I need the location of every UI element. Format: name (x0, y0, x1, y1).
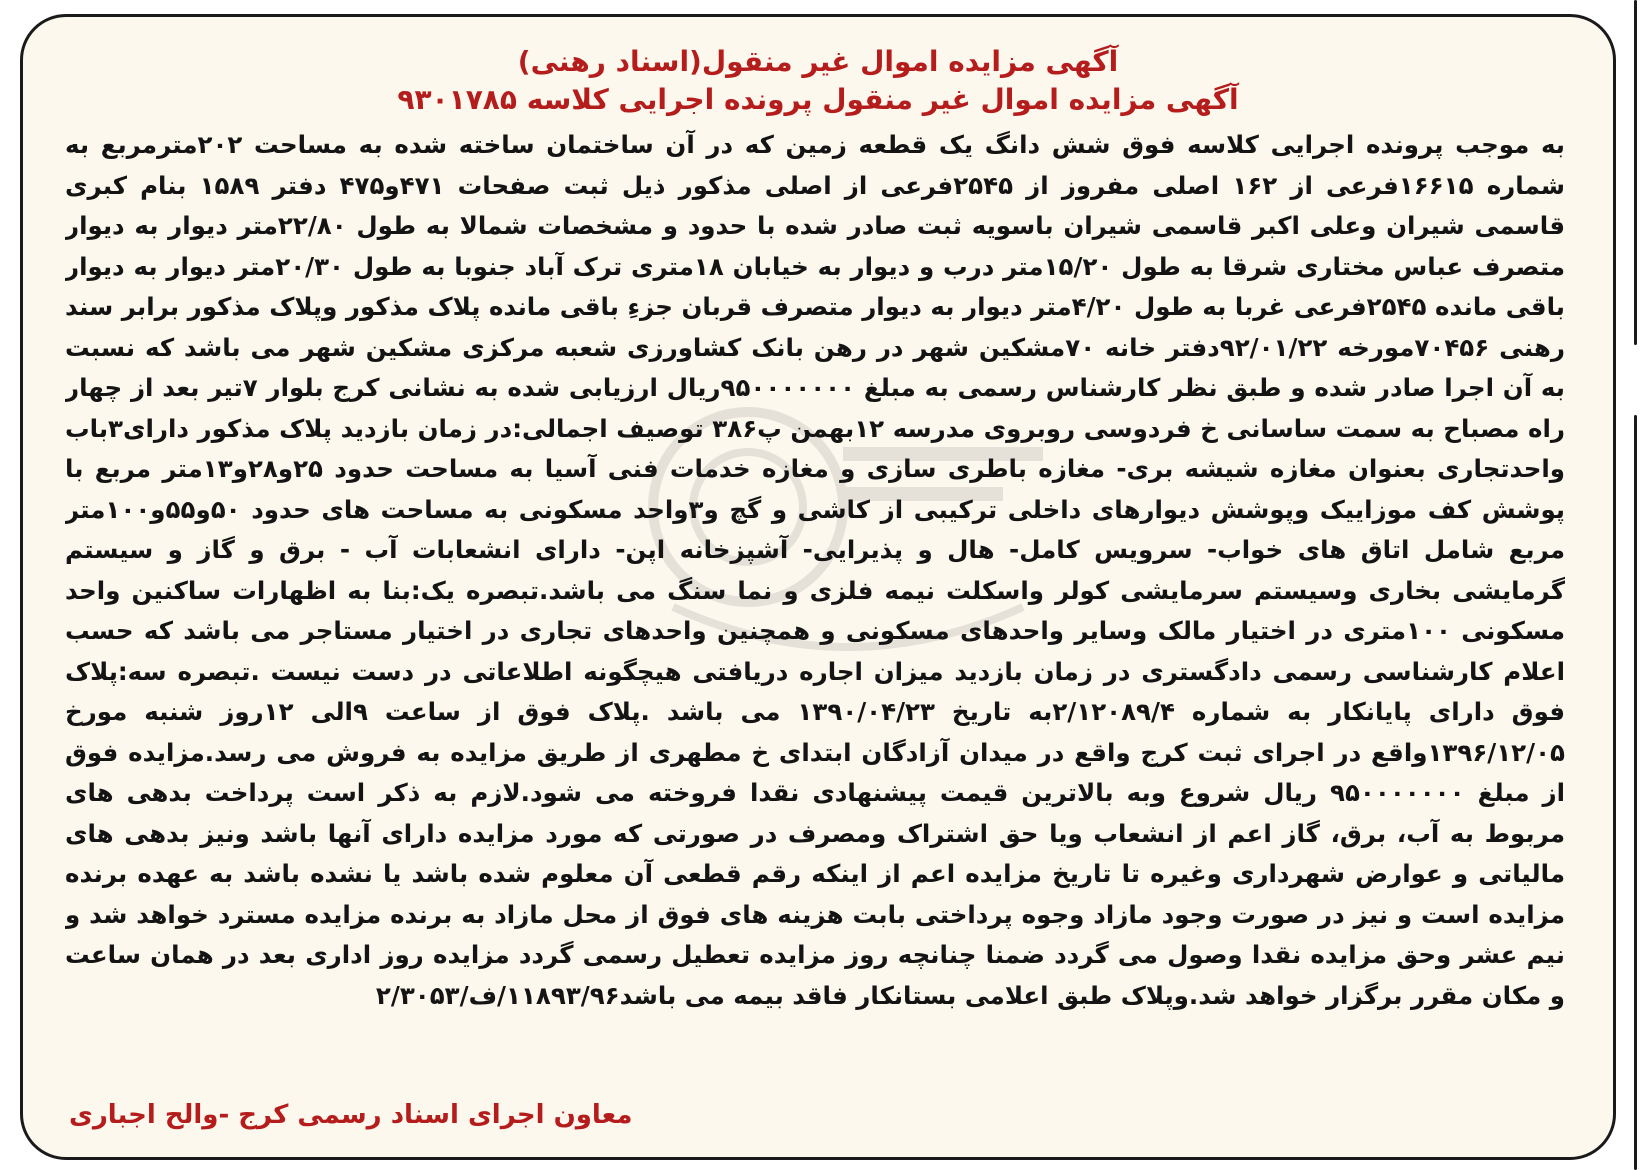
notice-header (23, 43, 1613, 119)
edge-line (1634, 415, 1637, 1170)
page-edge (1627, 0, 1641, 1170)
notice-subtitle: آگهی مزایده اموال غیر منقول پرونده اجرایی کلاسه ۹۳۰۱۷۸۵ (397, 83, 1239, 116)
notice-signature: معاون اجرای اسناد رسمی کرج -والح اجباری (69, 1100, 633, 1130)
notice-frame (20, 14, 1616, 1160)
notice-title: آگهی مزایده اموال غیر منقول(اسناد رهنی) (517, 45, 1119, 78)
notice-body: به موجب پرونده اجرایی کلاسه فوق شش دانگ یک قطعه زمین که در آن ساختمان ساخته شده به مساحت ۲۰۲مترمربع به شماره ۱۶۶۱۵فرعی از ۱۶۲ اصلی مفروز از ۲۵۴۵فرعی از اصلی مذکور ذیل ثبت صفحات ۴۷۱و۴۷۵ دفتر ۱۵۸۹ بنام کبری قاسمی شیران وعلی اکبر قاسمی شیران باسویه ثبت صادر شده با حدود و مشخصات شمالا به طول ۲۲/۸۰متر دیوار به دیوار متصرف عباس مختاری شرقا به طول ۱۵/۲۰متر درب و دیوار به خیابان ۱۸متری ترک آباد جنوبا به طول ۲۰/۳۰متر دیوار به دیوار باقی مانده ۲۵۴۵فرعی غربا به طول ۴/۲۰متر دیوار به دیوار متصرف قربان جزءِ باقی مانده پلاک مذکور وپلاک مذکور برابر سند رهنی ۷۰۴۵۶مورخه ۹۲/۰۱/۲۲دفتر خانه ۷۰مشکین شهر در رهن بانک کشاورزی شعبه مرکزی مشکین شهر می باشد که نسبت به آن اجرا صادر شده و طبق نظر کارشناس رسمی به مبلغ ۹۵۰۰۰۰۰۰۰ریال ارزیابی شده به نشانی کرج بلوار ۷تیر بعد از چهار راه مصباح به سمت ساسانی خ فردوسی روبروی مدرسه ۱۲بهمن پ۳۸۶ توصیف اجمالی:در زمان بازدید پلاک مذکور دارای۳باب واحدتجاری بعنوان مغازه شیشه بری- مغازه باطری سازی و مغازه خدمات فنی آسیا به مساحت حدود ۲۵و۲۸و۱۳متر مربع با پوشش کف موزاییک وپوشش دیوارهای داخلی ترکیبی از کاشی و گچ و۳واحد مسکونی به مساحت های حدود ۵۰و۵۵و۱۰۰متر مربع شامل اتاق های خواب- سرویس کامل- هال و پذیرایی- آشپزخانه اپن- دارای انشعابات آب - برق و گاز و سیستم گرمایشی بخاری وسیستم سرمایشی کولر واسکلت نیمه فلزی و نما سنگ می باشد.تبصره یک:بنا به اظهارات ساکنین واحد مسکونی ۱۰۰متری در اختیار مالک وسایر واحدهای مسکونی و همچنین واحدهای تجاری در اختیار مستاجر می باشد که حسب اعلام کارشناسی رسمی دادگستری در زمان بازدید میزان اجاره دریافتی هیچگونه اطلاعاتی در دست نیست .تبصره سه:پلاک فوق دارای پایانکار به شماره ۲/۱۲۰۸۹/۴به تاریخ ۱۳۹۰/۰۴/۲۳ می باشد .پلاک فوق از ساعت ۹الی ۱۲روز شنبه مورخ ۱۳۹۶/۱۲/۰۵واقع در اجرای ثبت کرج واقع در میدان آزادگان ابتدای خ مطهری از طریق مزایده به فروش می رسد.مزایده فوق از مبلغ ۹۵۰۰۰۰۰۰۰ ریال شروع وبه بالاترین قیمت پیشنهادی نقدا فروخته می شود.لازم به ذکر است پرداخت بدهی های مربوط به آب، برق، گاز اعم از انشعاب ویا حق اشتراک ومصرف در صورتی که مورد مزایده دارای آنها باشد ونیز بدهی های مالیاتی و عوارض شهرداری وغیره تا تاریخ مزایده اعم از اینکه رقم قطعی آن معلوم شده باشد یا نشده باشد به عهده برنده مزایده است و نیز در صورت وجود مازاد وجوه پرداختی بابت هزینه های فوق از محل مازاد به برنده مزایده مسترد خواهد شد و نیم عشر وحق مزایده نقدا وصول می گردد ضمنا چنانچه روز مزایده تعطیل رسمی گردد مزایده روز اداری بعد در همان ساعت و مکان مقرر برگزار خواهد شد.وپلاک طبق اعلامی بستانکار فاقد بیمه می باشد۱۱۸۹۳/۹۶/ف/۲/۳۰۵۳ (65, 130, 1565, 1010)
edge-line (1634, 0, 1637, 345)
